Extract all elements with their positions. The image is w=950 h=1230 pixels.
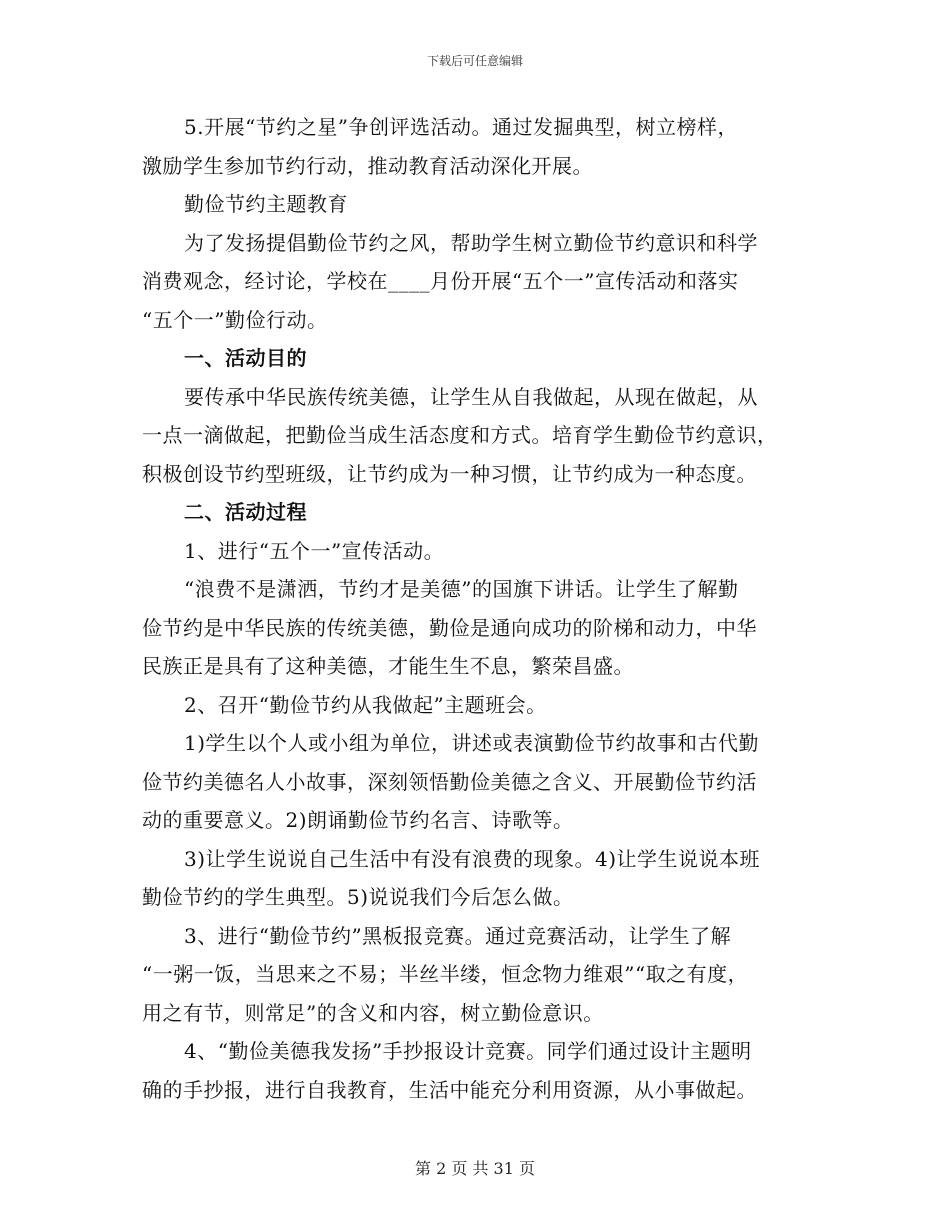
text-line: 3、进行“勤俭节约”黑板报竞赛。通过竞赛活动，让学生了解	[184, 923, 732, 948]
text-line: “浪费不是潇洒，节约才是美德”的国旗下讲话。让学生了解勤	[184, 577, 739, 601]
text-line: 俭节约美德名人小故事，深刻领悟勤俭美德之含义、开展勤俭节约活	[142, 769, 757, 794]
text-line: 用之有节，则常足”的含义和内容，树立勤俭意识。	[142, 1000, 604, 1025]
document-body	[142, 108, 810, 1109]
text-line: 1、进行“五个一”宣传活动。	[184, 538, 445, 563]
text-line: 动的重要意义。2)朗诵勤俭节约名言、诗歌等。	[142, 808, 574, 832]
text-line: 5.开展“节约之星”争创评选活动。通过发掘典型，树立榜样，	[184, 115, 739, 139]
text-line: “五个一”勤俭行动。	[142, 307, 328, 332]
text-line: 4、“勤俭美德我发扬”手抄报设计竞赛。同学们通过设计主题明	[184, 1039, 752, 1063]
text-line: “一粥一饭，当思来之不易；半丝半缕，恒念物力维艰”“取之有度，	[142, 962, 749, 986]
section-heading: 一、活动目的	[184, 346, 307, 370]
text-line: 2、召开“勤俭节约从我做起”主题班会。	[184, 692, 547, 717]
text-line: 俭节约是中华民族的传统美德，勤俭是通向成功的阶梯和动力，中华	[142, 615, 757, 640]
text-line: 积极创设节约型班级，让节约成为一种习惯，让节约成为一种态度。	[142, 461, 757, 486]
text-line: 确的手抄报，进行自我教育，生活中能充分利用资源，从小事做起。	[142, 1077, 757, 1102]
text-line: 勤俭节约主题教育	[184, 192, 348, 216]
text-line: 激励学生参加节约行动，推动教育活动深化开展。	[142, 153, 593, 178]
text-line: 为了发扬提倡勤俭节约之风，帮助学生树立勤俭节约意识和科学	[184, 230, 758, 255]
text-line: 一点一滴做起，把勤俭当成生活态度和方式。培育学生勤俭节约意识，	[142, 423, 778, 447]
text-line: 消费观念，经讨论，学校在____月份开展“五个一”宣传活动和落实	[142, 269, 739, 293]
text-line: 要传承中华民族传统美德，让学生从自我做起，从现在做起，从	[184, 384, 758, 409]
text-line: 3)让学生说说自己生活中有没有浪费的现象。4)让学生说说本班	[184, 846, 761, 871]
text-line: 1)学生以个人或小组为单位，讲述或表演勤俭节约故事和古代勤	[184, 731, 760, 755]
page-header: 下载后可任意编辑	[426, 54, 523, 68]
page-footer: 第 2 页 共 31 页	[415, 1159, 535, 1178]
text-line: 勤俭节约的学生典型。5)说说我们今后怎么做。	[142, 885, 574, 909]
text-line: 民族正是具有了这种美德，才能生生不息，繁荣昌盛。	[142, 654, 634, 678]
section-heading: 二、活动过程	[184, 500, 307, 524]
